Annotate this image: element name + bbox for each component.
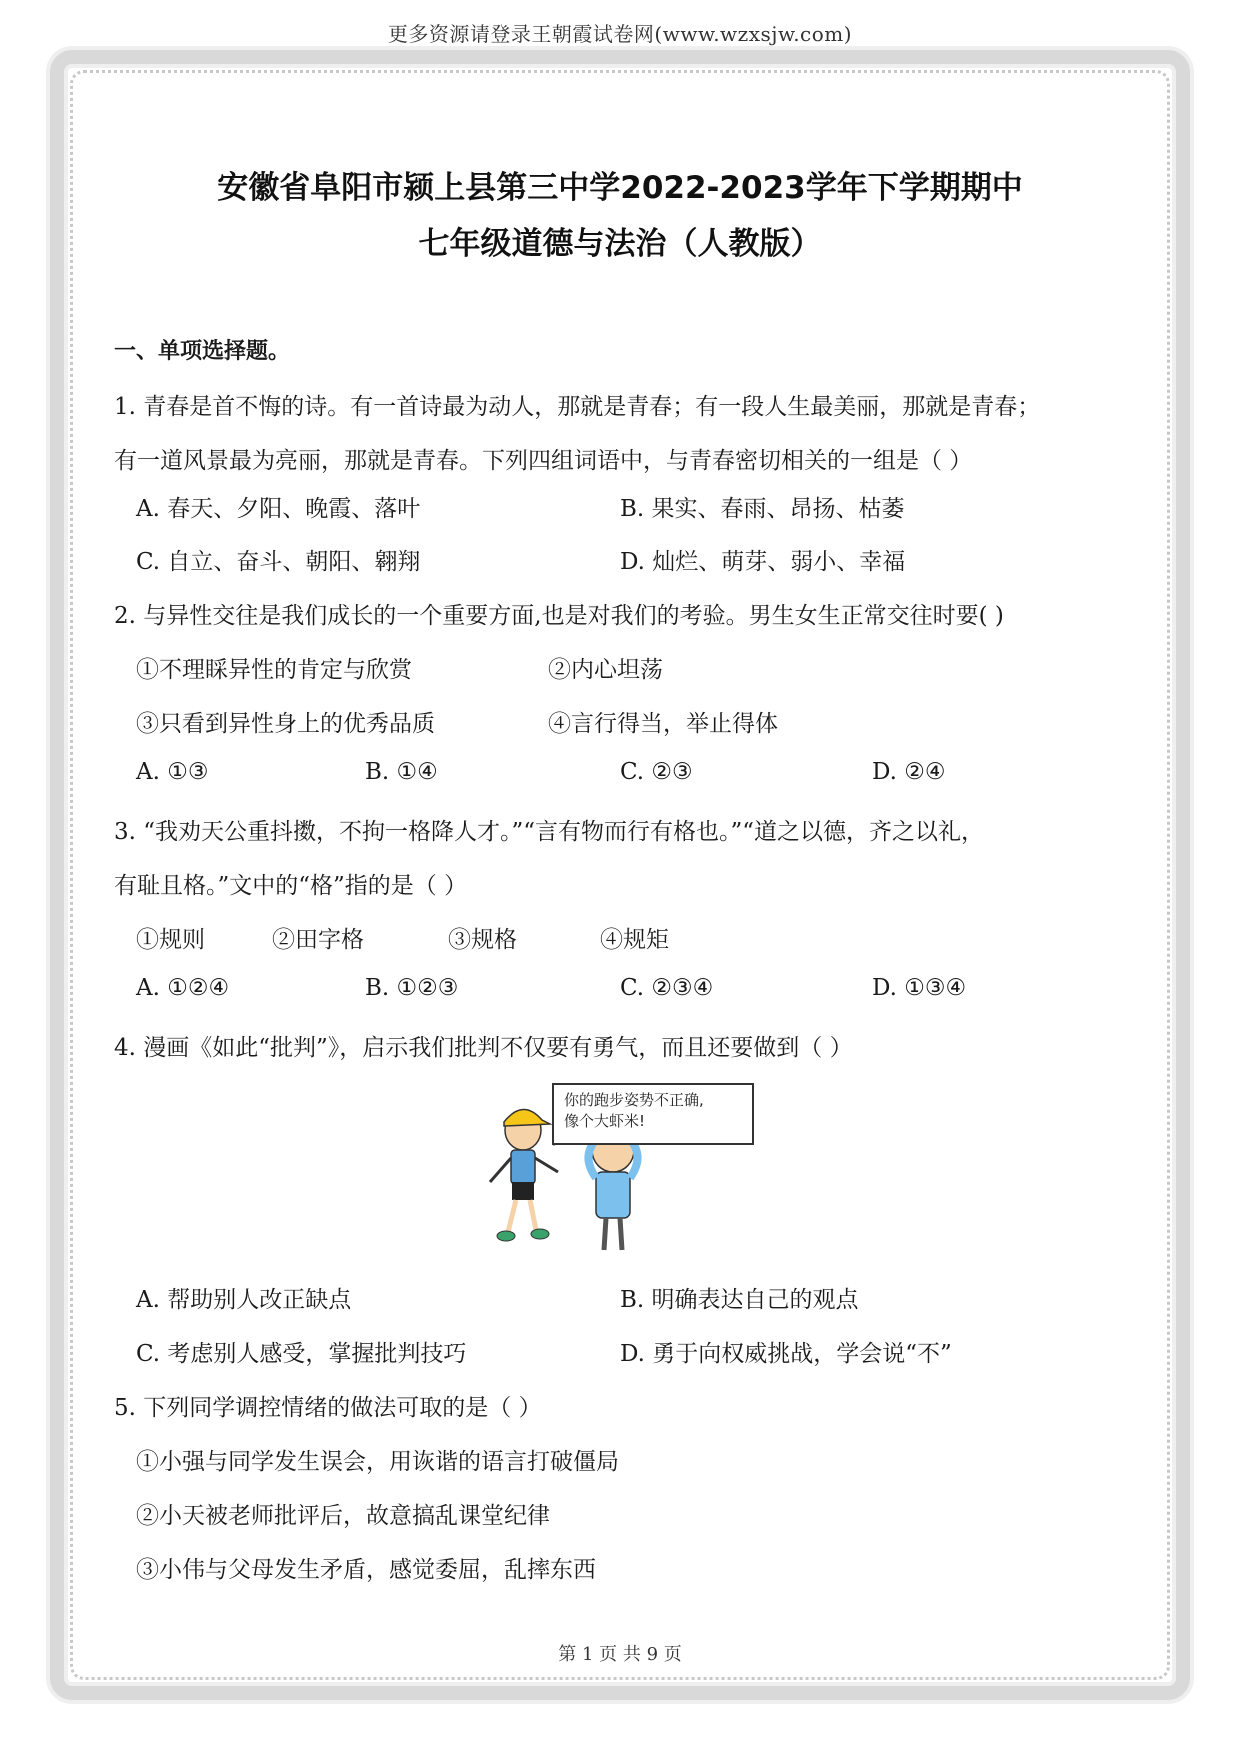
q3-item-1: ①规则: [136, 927, 205, 953]
q2-option-a: A. ①③: [136, 759, 209, 785]
boy-yellow-cap-icon: [490, 1109, 558, 1241]
title-line-1: 安徽省阜阳市颍上县第三中学2022-2023学年下学期期中: [217, 170, 1023, 206]
q5-line-1: 5. 下列同学调控情绪的做法可取的是（ ）: [114, 1395, 542, 1421]
q2-item-1: ①不理睬异性的肯定与欣赏: [136, 657, 412, 683]
watermark-header: 更多资源请登录王朝霞试卷网(www.wzxsjw.com): [387, 22, 853, 46]
q5-item-3: ③小伟与父母发生矛盾，感觉委屈，乱摔东西: [136, 1557, 596, 1583]
q5-item-1: ①小强与同学发生误会，用诙谐的语言打破僵局: [136, 1449, 619, 1475]
q2-option-d: D. ②④: [872, 759, 946, 785]
q1-option-a: A. 春天、夕阳、晚霞、落叶: [136, 496, 421, 522]
q3-line-2: 有耻且格。”文中的“格”指的是（ ）: [114, 873, 468, 899]
q1-line-2: 有一道风景最为亮丽，那就是青春。下列四组词语中，与青春密切相关的一组是（ ）: [114, 448, 973, 474]
speech-bubble-line-1: 你的跑步姿势不正确,: [564, 1091, 704, 1109]
q3-item-3: ③规格: [448, 927, 517, 953]
q4-option-c: C. 考虑别人感受，掌握批判技巧: [136, 1341, 467, 1367]
q2-option-c: C. ②③: [620, 759, 693, 785]
title-line-2: 七年级道德与法治（人教版）: [418, 226, 822, 262]
q2-line-1: 2. 与异性交往是我们成长的一个重要方面,也是对我们的考验。男生女生正常交往时要( ): [114, 603, 1004, 629]
section-heading: 一、单项选择题。: [114, 339, 291, 364]
q4-line-1: 4. 漫画《如此“批判”》，启示我们批判不仅要有勇气，而且还要做到（ ）: [114, 1035, 853, 1061]
q3-item-2: ②田字格: [272, 927, 364, 953]
q2-item-3: ③只看到异性身上的优秀品质: [136, 711, 435, 737]
q1-option-b: B. 果实、春雨、昂扬、枯萎: [620, 496, 905, 522]
q3-line-1: 3. “我劝天公重抖擞，不拘一格降人才。”“言有物而行有格也。”“道之以德，齐之以礼，: [114, 819, 985, 845]
q1-option-d: D. 灿烂、萌芽、弱小、幸福: [620, 549, 906, 575]
q2-item-2: ②内心坦荡: [548, 657, 663, 683]
q3-option-d: D. ①③④: [872, 975, 967, 1001]
q3-option-c: C. ②③④: [620, 975, 714, 1001]
q4-option-a: A. 帮助别人改正缺点: [136, 1287, 352, 1313]
q3-option-b: B. ①②③: [365, 975, 459, 1001]
speech-bubble-line-2: 像个大虾米!: [564, 1112, 646, 1130]
q3-item-4: ④规矩: [600, 927, 669, 953]
page-number-footer: 第 1 页 共 9 页: [558, 1644, 682, 1665]
q2-item-4: ④言行得当，举止得体: [548, 711, 778, 737]
q1-line-1: 1. 青春是首不悔的诗。有一首诗最为动人，那就是青春；有一段人生最美丽，那就是青春；: [114, 394, 1041, 420]
q4-option-b: B. 明确表达自己的观点: [620, 1287, 859, 1313]
q2-option-b: B. ①④: [365, 759, 438, 785]
q5-item-2: ②小天被老师批评后，故意搞乱课堂纪律: [136, 1503, 550, 1529]
q3-option-a: A. ①②④: [136, 975, 230, 1001]
q4-option-d: D. 勇于向权威挑战，学会说“不”: [620, 1341, 952, 1367]
q1-option-c: C. 自立、奋斗、朝阳、翱翔: [136, 549, 421, 575]
speech-bubble: [552, 1083, 754, 1145]
